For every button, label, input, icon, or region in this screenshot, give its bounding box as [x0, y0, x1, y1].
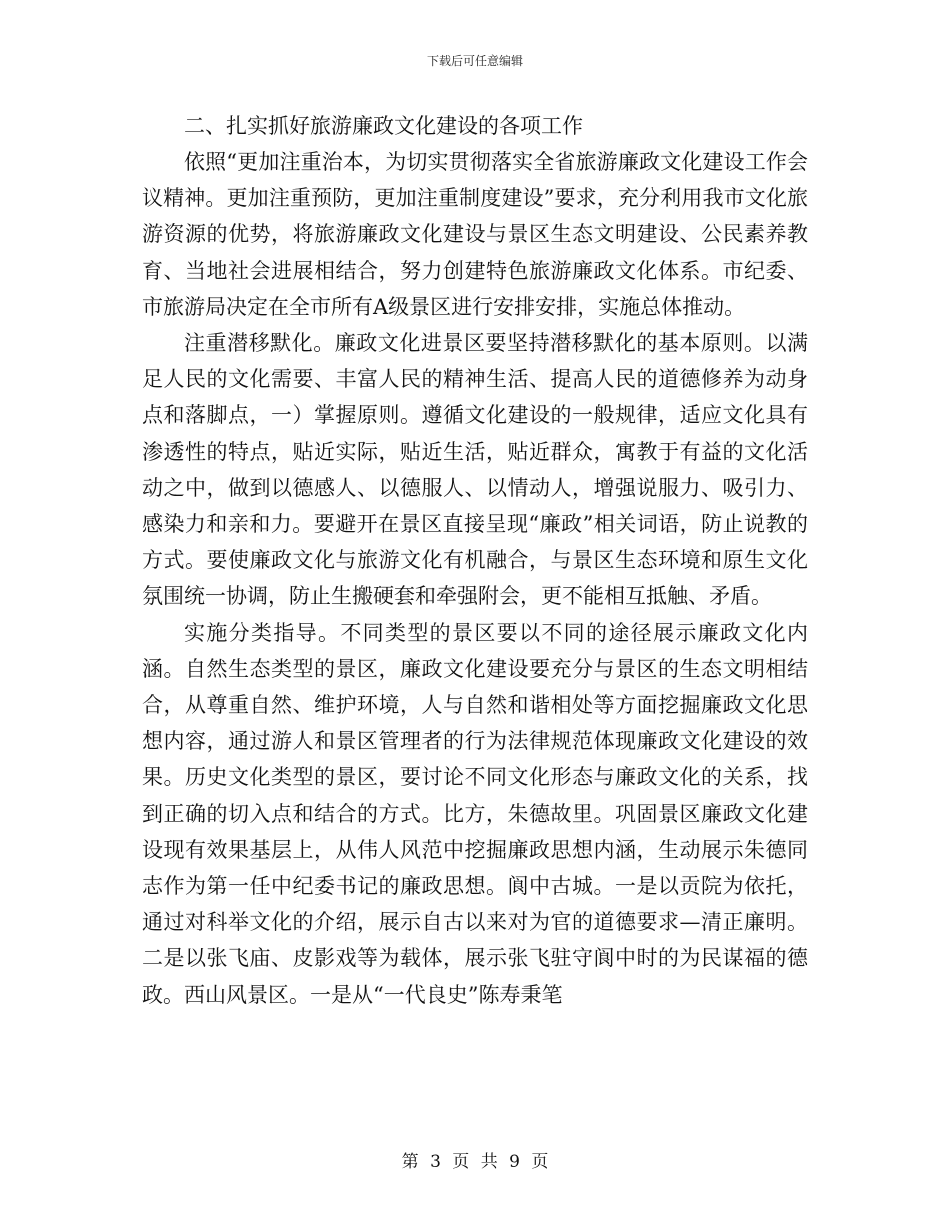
section-heading: 二、扎实抓好旅游廉政文化建设的各项工作 — [184, 114, 583, 138]
paragraph-intro: 依照“更加注重治本，为切实贯彻落实全省旅游廉政文化建设工作会议精神。更加注重预防，更加注重制度建设”要求，充分利用我市文化旅游资源的优势，将旅游廉政文化建设与景区生态文明建设、公民素养教育、当地社会进展相结合，努力创建特色旅游廉政文化体系。市纪委、市旅游局决定在全市所有A级景区进行安排安排，实施总体推动。 — [142, 150, 808, 319]
paragraph-classified-guidance: 实施分类指导。不同类型的景区要以不同的途径展示廉政文化内涵。自然生态类型的景区，廉政文化建设要充分与景区的生态文明相结合，从尊重自然、维护环境，人与自然和谐相处等方面挖掘廉政文化思想内容，通过游人和景区管理者的行为法律规范体现廉政文化建设的效果。历史文化类型的景区，要讨论不同文化形态与廉政文化的关系，找到正确的切入点和结合的方式。比方，朱德故里。巩固景区廉政文化建设现有效果基层上，从伟人风范中挖掘廉政思想内涵，生动展示朱德同志作为第一任中纪委书记的廉政思想。阆中古城。一是以贡院为依托，通过对科举文化的介绍，展示自古以来对为官的道德要求—清正廉明。二是以张飞庙、皮影戏等为载体，展示张飞驻守阆中时的为民谋福的德政。西山风景区。一是从“一代良史”陈寿秉笔 — [142, 620, 808, 1007]
document-body — [142, 108, 808, 1013]
page-header-note: 下载后可任意编辑 — [426, 54, 523, 68]
paragraph-principles: 注重潜移默化。廉政文化进景区要坚持潜移默化的基本原则。以满足人民的文化需要、丰富人民的精神生活、提高人民的道德修养为动身点和落脚点，一）掌握原则。遵循文化建设的一般规律，适应文化具有渗透性的特点，贴近实际，贴近生活，贴近群众，寓教于有益的文化活动之中，做到以德感人、以德服人、以情动人，增强说服力、吸引力、感染力和亲和力。要避开在景区直接呈现“廉政”相关词语，防止说教的方式。要使廉政文化与旅游文化有机融合，与景区生态环境和原生文化氛围统一协调，防止生搬硬套和牵强附会，更不能相互抵触、矛盾。 — [142, 331, 808, 609]
page-number: 第 3 页 共 9 页 — [401, 1152, 549, 1172]
